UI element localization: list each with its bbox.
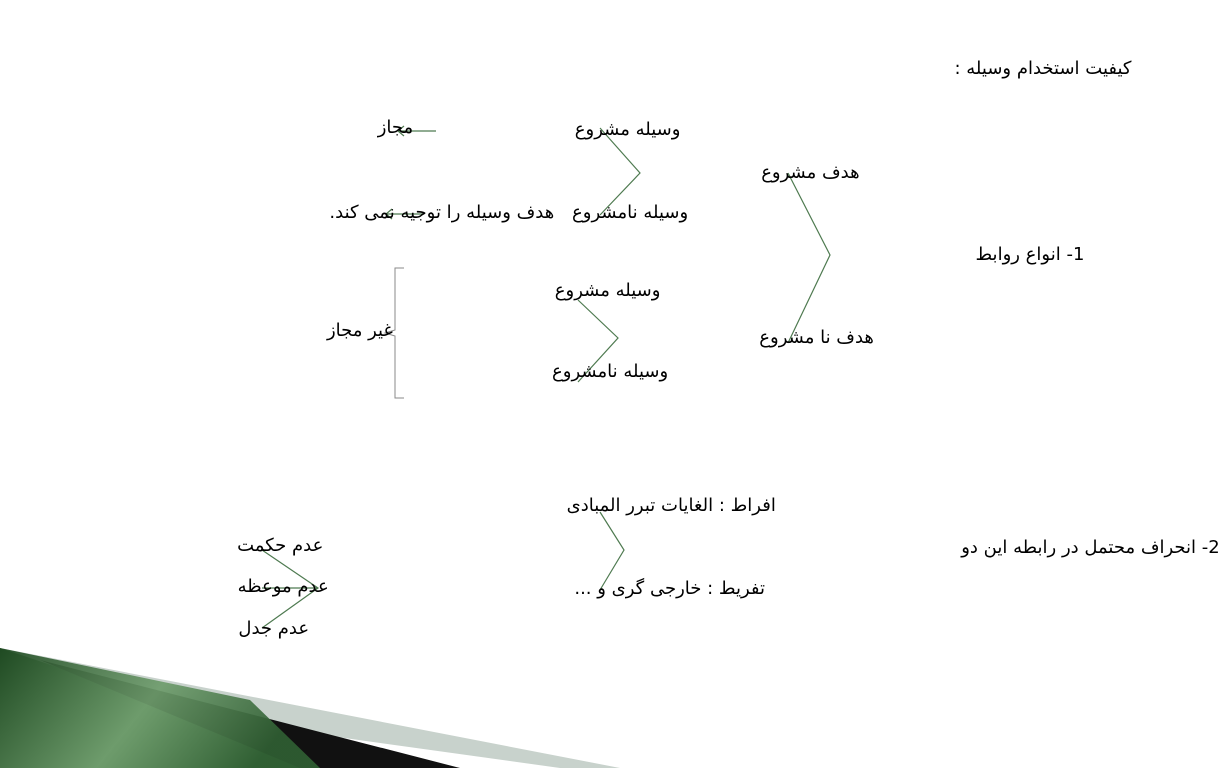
fork-main [788, 173, 830, 343]
deviation-label: 2- انحراف محتمل در رابطه این دو [961, 537, 1220, 558]
legit-means-label: وسیله مشروع [574, 119, 681, 140]
lack-debate-label: عدم جدل [238, 618, 310, 639]
illegit-means-label: وسیله نامشروع [572, 202, 689, 223]
illegit-goal-label: هدف نا مشروع [759, 327, 874, 348]
illegit-goal-illegit-means-label: وسیله نامشروع [552, 361, 669, 382]
legit-goal-label: هدف مشروع [761, 162, 860, 183]
deficiency-label: تفریط : خارجی گری و ... [574, 578, 766, 599]
allowed-label: مجاز [377, 117, 414, 138]
lack-advice-label: عدم موعظه [237, 576, 329, 597]
not-allowed-label: غیر مجاز [326, 320, 393, 341]
relations-types-label: 1- انواع روابط [975, 244, 1085, 265]
not-justify-label: هدف وسیله را توجیه نمی کند. [329, 202, 555, 223]
slide-title: کیفیت استخدام وسیله : [954, 58, 1132, 79]
lack-wisdom-label: عدم حکمت [237, 535, 324, 556]
illegit-goal-legit-means-label: وسیله مشروع [554, 280, 661, 301]
excess-label: افراط : الغایات تبرر المبادی [566, 495, 776, 516]
